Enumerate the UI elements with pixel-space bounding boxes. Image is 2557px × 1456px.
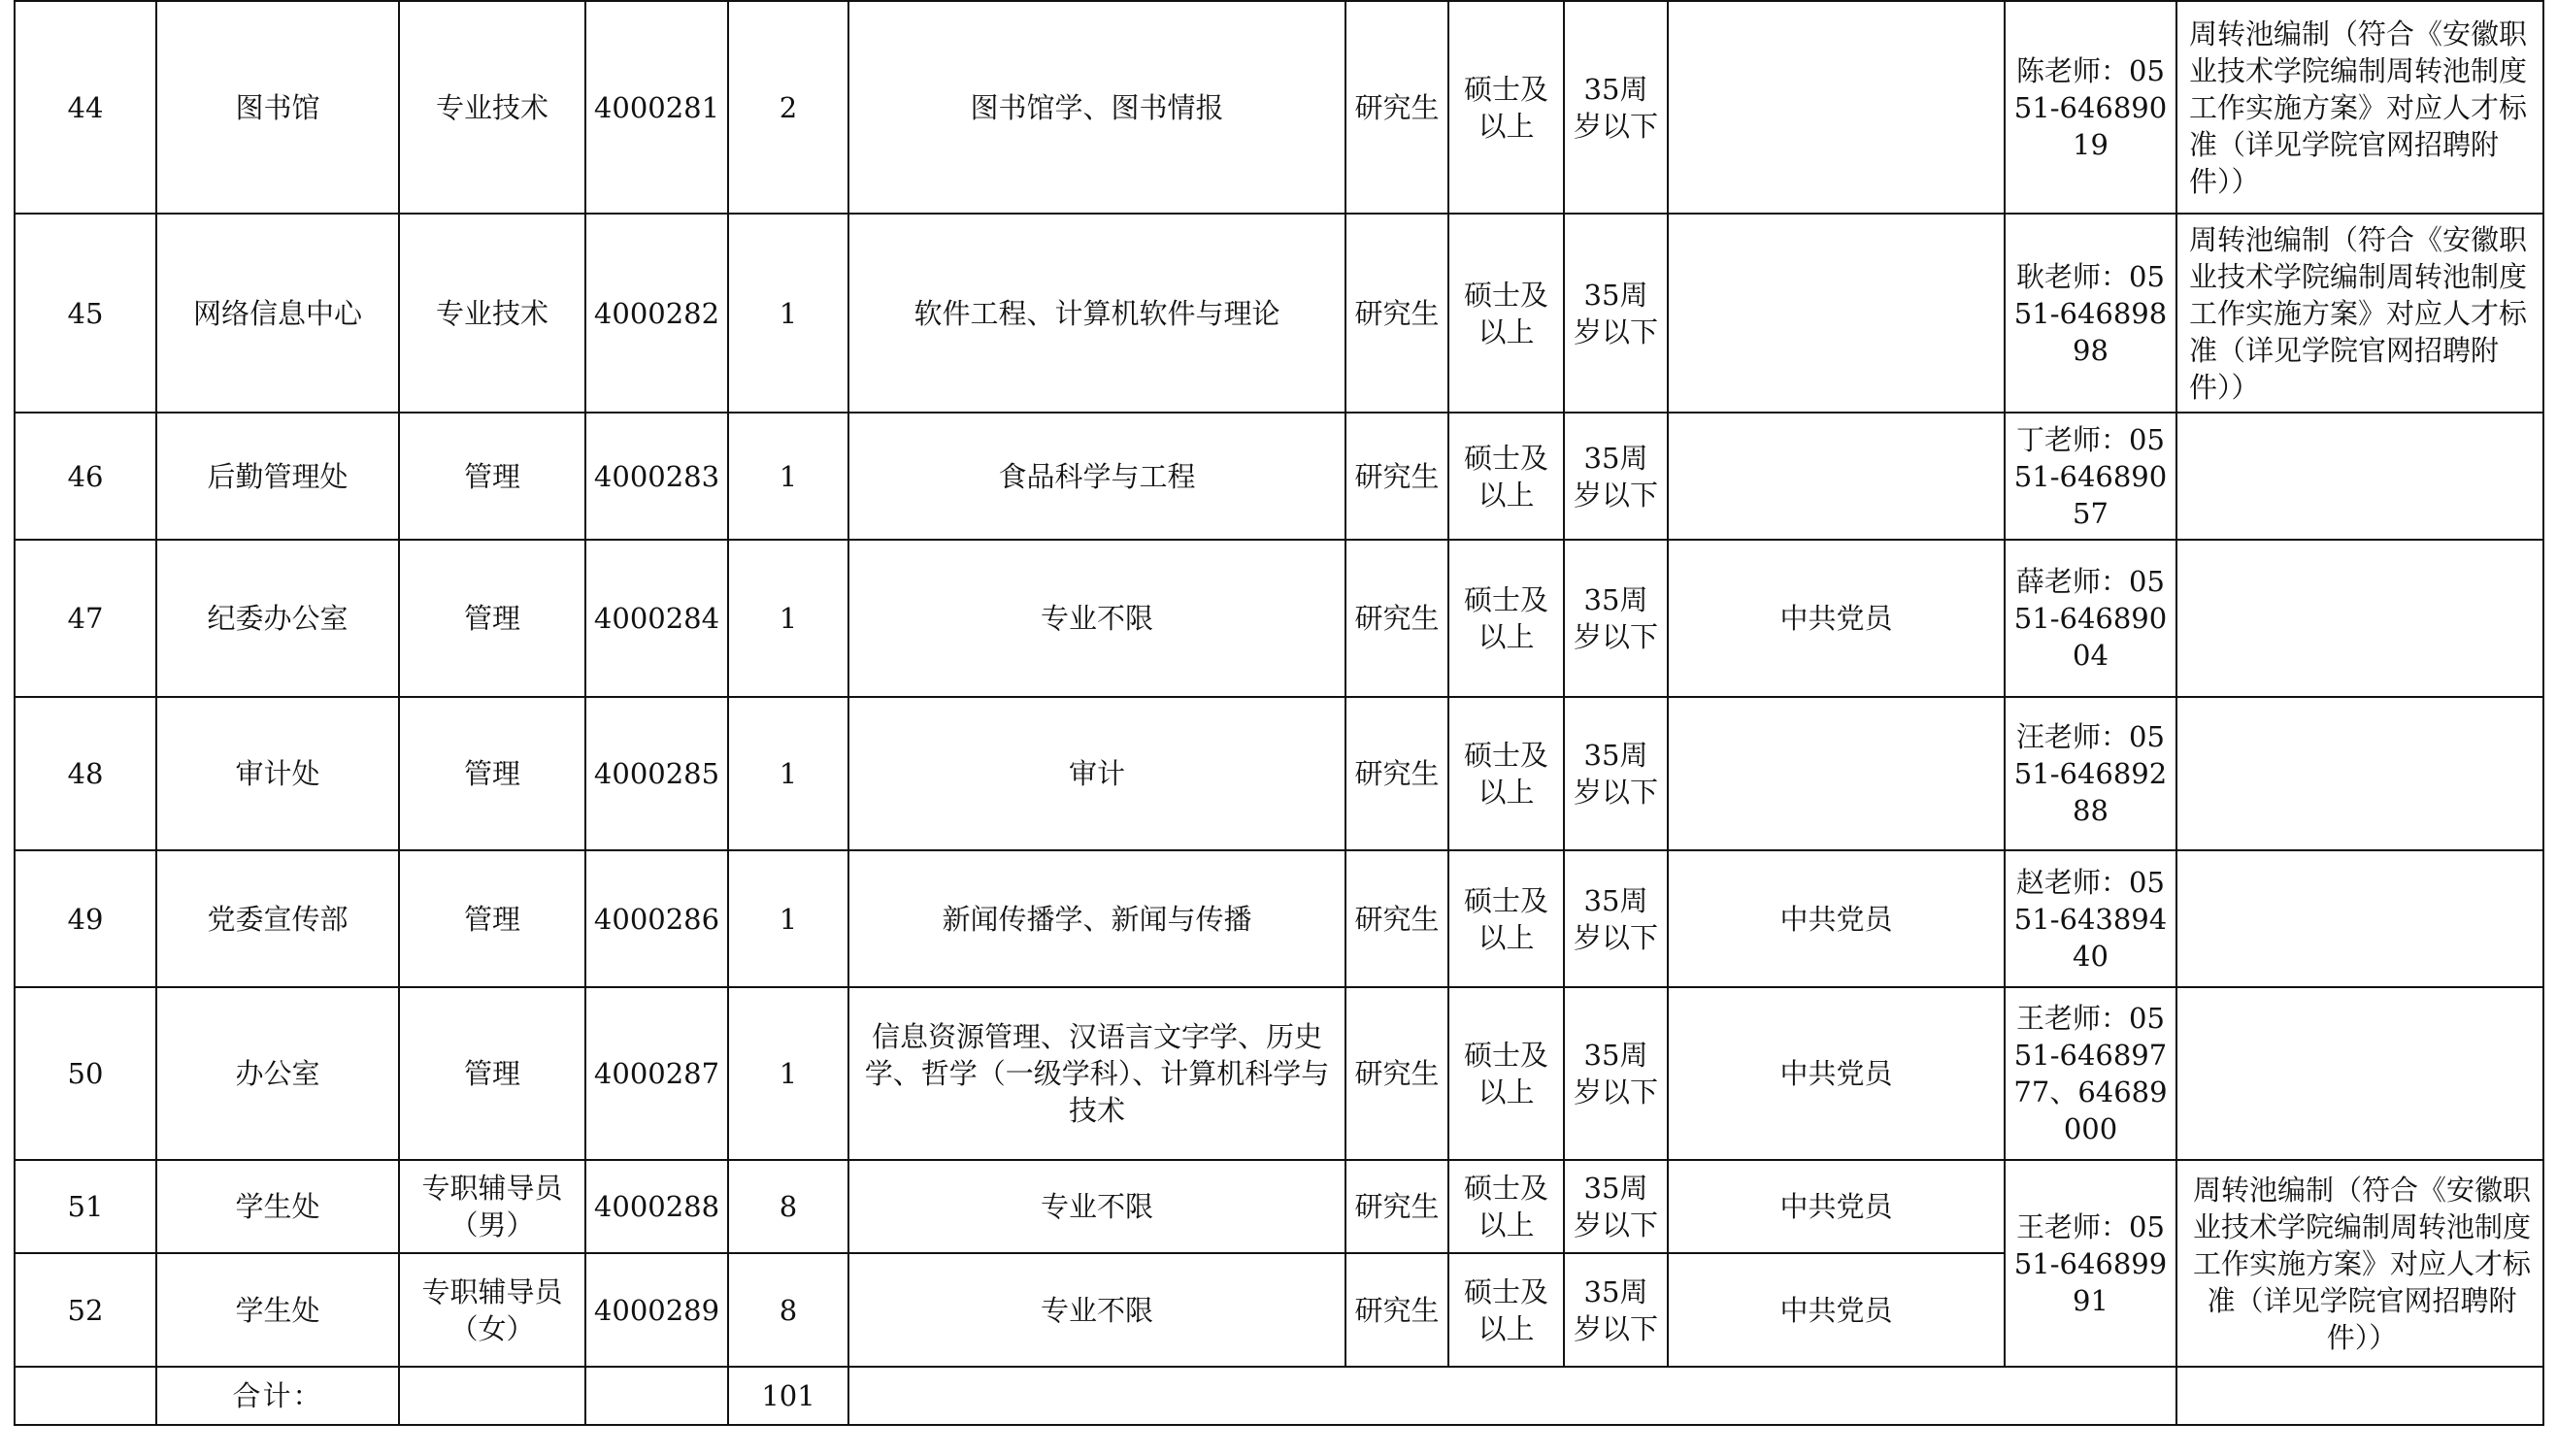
cell-code: 4000288 — [585, 1160, 728, 1253]
cell-empty — [585, 1367, 728, 1425]
cell-age: 35周岁以下 — [1564, 413, 1668, 540]
cell-education: 研究生 — [1345, 1, 1448, 214]
cell-education: 研究生 — [1345, 413, 1448, 540]
cell-post-type: 管理 — [399, 413, 585, 540]
total-count: 101 — [728, 1367, 848, 1425]
cell-remark — [2176, 697, 2543, 850]
total-row — [15, 1367, 2543, 1425]
table-row — [15, 214, 2543, 413]
cell-post-type: 专业技术 — [399, 1, 585, 214]
cell-education: 研究生 — [1345, 697, 1448, 850]
cell-dept: 网络信息中心 — [156, 214, 399, 413]
cell-remark-merged: 周转池编制（符合《安徽职业技术学院编制周转池制度工作实施方案》对应人才标准（详见学院官网招聘附件）） — [2176, 1160, 2543, 1367]
cell-post-type: 专业技术 — [399, 214, 585, 413]
cell-no: 49 — [15, 850, 156, 987]
cell-remark — [2176, 987, 2543, 1160]
cell-other — [1668, 413, 2005, 540]
cell-empty — [399, 1367, 585, 1425]
cell-empty — [848, 1367, 2176, 1425]
cell-post-type: 专职辅导员（女） — [399, 1253, 585, 1367]
cell-post-type: 管理 — [399, 540, 585, 697]
cell-other: 中共党员 — [1668, 850, 2005, 987]
cell-major: 信息资源管理、汉语言文字学、历史学、哲学（一级学科）、计算机科学与技术 — [848, 987, 1345, 1160]
cell-age: 35周岁以下 — [1564, 214, 1668, 413]
cell-code: 4000287 — [585, 987, 728, 1160]
table-row — [15, 850, 2543, 987]
cell-remark: 周转池编制（符合《安徽职业技术学院编制周转池制度工作实施方案》对应人才标准（详见学院官网招聘附件）） — [2176, 214, 2543, 413]
cell-dept: 图书馆 — [156, 1, 399, 214]
total-label: 合计： — [156, 1367, 399, 1425]
cell-count: 8 — [728, 1253, 848, 1367]
cell-contact: 王老师：0551-64689777、64689000 — [2005, 987, 2176, 1160]
table-row — [15, 987, 2543, 1160]
cell-major: 食品科学与工程 — [848, 413, 1345, 540]
cell-other — [1668, 214, 2005, 413]
cell-remark: 周转池编制（符合《安徽职业技术学院编制周转池制度工作实施方案》对应人才标准（详见学院官网招聘附件）） — [2176, 1, 2543, 214]
cell-other: 中共党员 — [1668, 1253, 2005, 1367]
cell-other: 中共党员 — [1668, 987, 2005, 1160]
cell-count: 1 — [728, 987, 848, 1160]
cell-post-type: 管理 — [399, 850, 585, 987]
cell-contact: 耿老师：0551-64689898 — [2005, 214, 2176, 413]
cell-age: 35周岁以下 — [1564, 1160, 1668, 1253]
cell-major: 新闻传播学、新闻与传播 — [848, 850, 1345, 987]
table-row — [15, 1160, 2543, 1253]
cell-other: 中共党员 — [1668, 1160, 2005, 1253]
cell-code: 4000286 — [585, 850, 728, 987]
cell-remark — [2176, 540, 2543, 697]
cell-post-type: 管理 — [399, 697, 585, 850]
cell-dept: 纪委办公室 — [156, 540, 399, 697]
cell-code: 4000289 — [585, 1253, 728, 1367]
table-row — [15, 413, 2543, 540]
cell-post-type: 管理 — [399, 987, 585, 1160]
cell-age: 35周岁以下 — [1564, 987, 1668, 1160]
cell-dept: 学生处 — [156, 1160, 399, 1253]
table-row — [15, 1, 2543, 214]
cell-remark — [2176, 850, 2543, 987]
cell-no: 52 — [15, 1253, 156, 1367]
table-row — [15, 540, 2543, 697]
cell-degree: 硕士及以上 — [1448, 1253, 1564, 1367]
cell-code: 4000281 — [585, 1, 728, 214]
cell-count: 1 — [728, 540, 848, 697]
table-row — [15, 697, 2543, 850]
cell-major: 专业不限 — [848, 1160, 1345, 1253]
cell-empty — [15, 1367, 156, 1425]
cell-contact: 陈老师：0551-64689019 — [2005, 1, 2176, 214]
cell-age: 35周岁以下 — [1564, 1, 1668, 214]
cell-code: 4000285 — [585, 697, 728, 850]
cell-dept: 审计处 — [156, 697, 399, 850]
cell-no: 45 — [15, 214, 156, 413]
cell-no: 50 — [15, 987, 156, 1160]
cell-degree: 硕士及以上 — [1448, 413, 1564, 540]
cell-no: 51 — [15, 1160, 156, 1253]
cell-remark — [2176, 413, 2543, 540]
cell-dept: 办公室 — [156, 987, 399, 1160]
cell-count: 1 — [728, 697, 848, 850]
cell-count: 1 — [728, 214, 848, 413]
cell-age: 35周岁以下 — [1564, 697, 1668, 850]
cell-education: 研究生 — [1345, 1160, 1448, 1253]
cell-dept: 后勤管理处 — [156, 413, 399, 540]
cell-no: 48 — [15, 697, 156, 850]
cell-age: 35周岁以下 — [1564, 1253, 1668, 1367]
cell-age: 35周岁以下 — [1564, 850, 1668, 987]
cell-major: 软件工程、计算机软件与理论 — [848, 214, 1345, 413]
cell-other: 中共党员 — [1668, 540, 2005, 697]
cell-empty — [2176, 1367, 2543, 1425]
cell-contact: 薛老师：0551-64689004 — [2005, 540, 2176, 697]
cell-no: 44 — [15, 1, 156, 214]
cell-count: 1 — [728, 850, 848, 987]
cell-contact-merged: 王老师：0551-64689991 — [2005, 1160, 2176, 1367]
cell-count: 8 — [728, 1160, 848, 1253]
cell-code: 4000283 — [585, 413, 728, 540]
cell-count: 1 — [728, 413, 848, 540]
cell-contact: 汪老师：0551-64689288 — [2005, 697, 2176, 850]
cell-degree: 硕士及以上 — [1448, 214, 1564, 413]
cell-degree: 硕士及以上 — [1448, 540, 1564, 697]
cell-education: 研究生 — [1345, 214, 1448, 413]
cell-education: 研究生 — [1345, 540, 1448, 697]
cell-major: 专业不限 — [848, 540, 1345, 697]
cell-degree: 硕士及以上 — [1448, 1160, 1564, 1253]
cell-other — [1668, 1, 2005, 214]
cell-education: 研究生 — [1345, 987, 1448, 1160]
cell-contact: 丁老师：0551-64689057 — [2005, 413, 2176, 540]
cell-post-type: 专职辅导员（男） — [399, 1160, 585, 1253]
cell-degree: 硕士及以上 — [1448, 850, 1564, 987]
cell-contact: 赵老师：0551-64389440 — [2005, 850, 2176, 987]
cell-degree: 硕士及以上 — [1448, 1, 1564, 214]
cell-education: 研究生 — [1345, 850, 1448, 987]
cell-degree: 硕士及以上 — [1448, 987, 1564, 1160]
cell-major: 专业不限 — [848, 1253, 1345, 1367]
cell-count: 2 — [728, 1, 848, 214]
cell-code: 4000284 — [585, 540, 728, 697]
cell-no: 46 — [15, 413, 156, 540]
cell-dept: 党委宣传部 — [156, 850, 399, 987]
cell-dept: 学生处 — [156, 1253, 399, 1367]
cell-code: 4000282 — [585, 214, 728, 413]
recruitment-table — [14, 0, 2544, 1426]
cell-major: 图书馆学、图书情报 — [848, 1, 1345, 214]
cell-education: 研究生 — [1345, 1253, 1448, 1367]
cell-other — [1668, 697, 2005, 850]
cell-degree: 硕士及以上 — [1448, 697, 1564, 850]
cell-no: 47 — [15, 540, 156, 697]
cell-major: 审计 — [848, 697, 1345, 850]
cell-age: 35周岁以下 — [1564, 540, 1668, 697]
